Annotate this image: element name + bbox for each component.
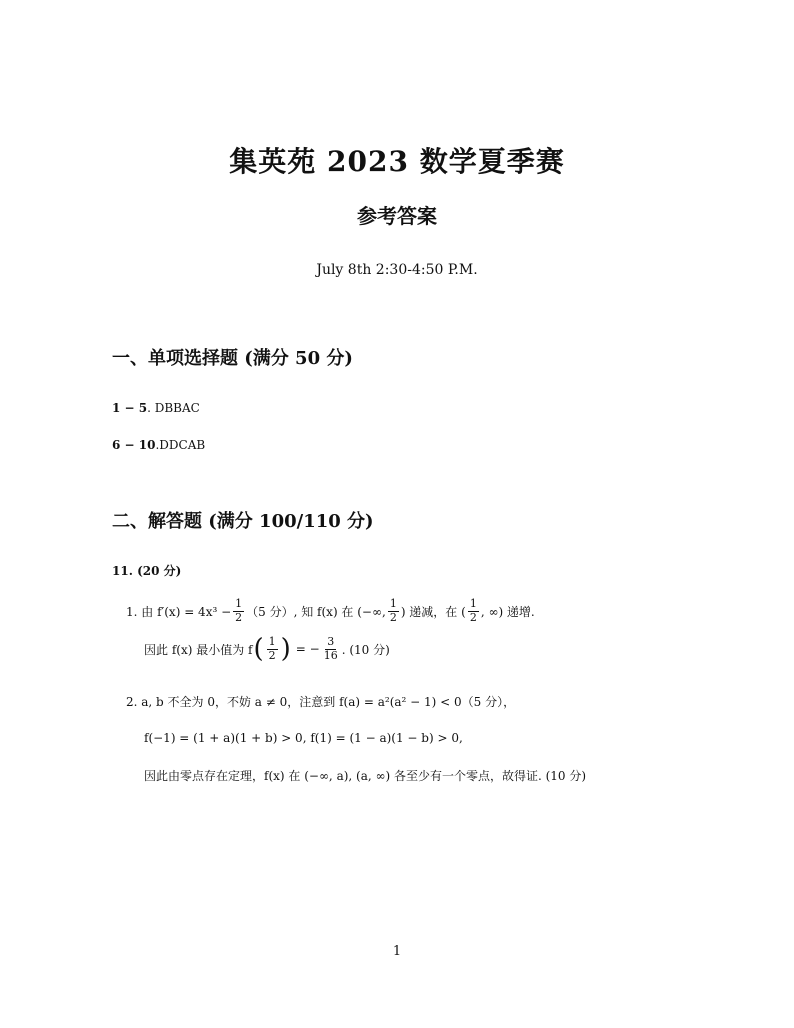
fraction-denominator: 2: [235, 610, 243, 624]
fraction-denominator: 16: [323, 648, 338, 662]
math-text: ) 递减，在 (: [400, 604, 466, 619]
answer-key: .DDCAB: [155, 438, 206, 452]
problem-number: 11.: [112, 564, 133, 578]
fraction: [322, 636, 340, 662]
answer-range: 6 − 10: [112, 438, 156, 452]
solution-part2-line3: 因此由零点存在定理，f(x) 在 (−∞, a), (a, ∞) 各至少有一个零点，故得证. (10 分): [144, 769, 587, 783]
answer-key: . DBBAC: [147, 401, 200, 415]
problem-heading: [112, 562, 181, 579]
section-heading-free-response: 二、解答题 (满分 100/110 分): [112, 511, 374, 532]
math-text: 因此 f(x) 最小值为 f: [144, 642, 253, 657]
fraction-denominator: 2: [469, 610, 477, 624]
right-paren: ): [280, 634, 291, 665]
fraction-numerator: 1: [235, 597, 243, 610]
document-title: 集英苑 2023 数学夏季赛: [229, 145, 565, 178]
solution-part1-line2: [144, 634, 390, 665]
section-heading-multiple-choice: 一、单项选择题 (满分 50 分): [112, 348, 353, 369]
math-text: . (10 分): [341, 642, 390, 657]
left-paren: (: [253, 634, 264, 665]
answer-row: [112, 438, 205, 452]
solution-part1-line1: [126, 598, 535, 624]
math-text: （5 分）, 知 f(x) 在 (−∞,: [246, 604, 386, 619]
answer-row: [112, 401, 200, 415]
problem-points: (20 分): [137, 564, 182, 578]
exam-date: July 8th 2:30-4:50 P.M.: [316, 262, 478, 278]
fraction-denominator: 2: [268, 648, 276, 662]
fraction-numerator: 1: [469, 597, 477, 610]
document-subtitle: 参考答案: [357, 204, 437, 228]
fraction-numerator: 1: [389, 597, 397, 610]
math-text: 1. 由 f′(x) = 4x³ −: [126, 604, 232, 619]
fraction: [267, 636, 278, 662]
solution-part2-line2: f(−1) = (1 + a)(1 + b) > 0, f(1) = (1 − a)(1 − b) > 0,: [144, 731, 463, 745]
solution-part2-line1: 2. a, b 不全为 0，不妨 a ≠ 0，注意到 f(a) = a²(a² − 1) < 0（5 分），: [126, 695, 516, 709]
fraction-numerator: 3: [327, 635, 335, 648]
answer-range: 1 − 5: [112, 401, 148, 415]
math-text: , ∞) 递增.: [480, 604, 535, 619]
fraction-numerator: 1: [268, 635, 276, 648]
fraction: [233, 598, 244, 624]
fraction: [468, 598, 479, 624]
page-number: 1: [392, 944, 402, 959]
fraction: [388, 598, 399, 624]
math-text: = −: [295, 642, 320, 657]
fraction-denominator: 2: [389, 610, 397, 624]
